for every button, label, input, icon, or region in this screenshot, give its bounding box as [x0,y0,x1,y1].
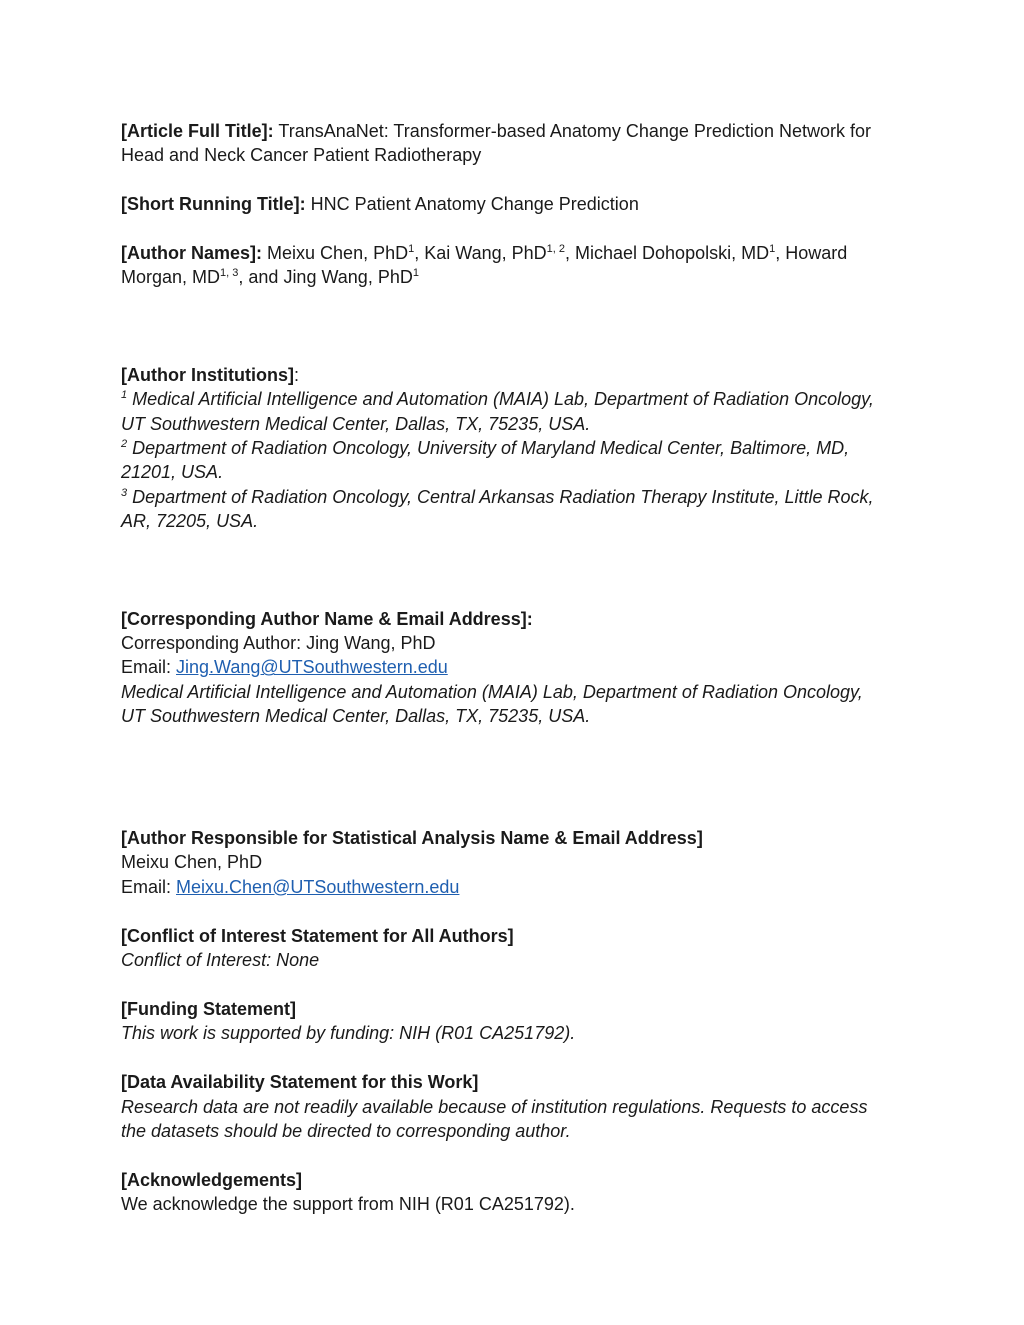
institutions-block [121,363,911,534]
author-names-label: [Author Names]: [121,243,263,263]
article-title-text: TransAnaNet: Transformer-based Anatomy Change Prediction Network for [278,121,871,141]
separator: , Howard [775,243,848,263]
institution-sup: 2 [121,438,128,451]
corresponding-label: [Corresponding Author Name & Email Address]: [121,608,533,629]
acknowledgements-text: We acknowledge the support from NIH (R01 CA251792). [121,1194,575,1215]
running-title-label: [Short Running Title]: [121,194,306,215]
label-colon: : [293,364,299,385]
article-title-block [121,119,911,168]
corresponding-block [121,607,911,729]
article-title-label: [Article Full Title]: [121,121,274,141]
institution-text: Department of Radiation Oncology, University of Maryland Medical Center, Baltimore, MD, [127,438,850,459]
statistics-email-link[interactable]: Meixu.Chen@UTSouthwestern.edu [176,876,460,897]
statistics-label: [Author Responsible for Statistical Analysis Name & Email Address] [121,828,703,849]
corresponding-affiliation: Medical Artificial Intelligence and Automation (MAIA) Lab, Department of Radiation Oncology, [121,681,863,702]
conflict-block [121,924,911,973]
conflict-label: [Conflict of Interest Statement for All Authors] [121,925,514,946]
institution-sup: 1 [121,389,128,402]
statistics-name: Meixu Chen, PhD [121,852,263,873]
institution-sup: 3 [121,486,128,499]
separator: , [414,243,425,263]
data-availability-label: [Data Availability Statement for this Work] [121,1072,479,1093]
author-names-block [121,241,911,290]
statistics-block [121,826,911,899]
author-name: Michael Dohopolski, MD [575,243,770,263]
affiliation-sup: 1, 3 [220,267,239,280]
conflict-text: Conflict of Interest: None [121,950,320,971]
data-availability-text-cont: the datasets should be directed to corresponding author. [121,1120,571,1141]
corresponding-author: Corresponding Author: Jing Wang, PhD [121,633,436,654]
institution-text-cont: 21201, USA. [121,462,224,483]
author-name: Morgan, MD [121,267,221,288]
funding-label: [Funding Statement] [121,998,296,1019]
data-availability-text: Research data are not readily available because of institution regulations. Requests to access [121,1096,868,1117]
funding-block [121,997,911,1046]
data-availability-block [121,1070,911,1143]
affiliation-sup: 1 [408,243,415,255]
affiliation-sup: 1, 2 [546,243,565,255]
running-title-block [121,192,911,216]
acknowledgements-label: [Acknowledgements] [121,1169,303,1190]
separator: , [565,243,576,263]
article-title-text-cont: Head and Neck Cancer Patient Radiotherapy [121,145,482,166]
author-name: Kai Wang, PhD [424,243,547,263]
acknowledgements-block [121,1168,911,1217]
institutions-label: [Author Institutions] [121,364,294,385]
author-name: Jing Wang, PhD [283,267,413,288]
corresponding-email-link[interactable]: Jing.Wang@UTSouthwestern.edu [176,657,448,678]
institution-text: Department of Radiation Oncology, Central Arkansas Radiation Therapy Institute, Little Rock, [127,486,874,507]
author-name: Meixu Chen, PhD [267,243,409,263]
affiliation-sup: 1 [412,267,419,280]
funding-text: This work is supported by funding: NIH (R01 CA251792). [121,1023,576,1044]
institution-text: Medical Artificial Intelligence and Automation (MAIA) Lab, Department of Radiation Oncology, [127,389,874,410]
email-label: Email: [121,876,177,897]
running-title-text: HNC Patient Anatomy Change Prediction [310,194,639,215]
affiliation-sup: 1 [769,243,776,255]
email-label: Email: [121,657,177,678]
document-page [121,119,911,1217]
corresponding-affiliation-cont: UT Southwestern Medical Center, Dallas, TX, 75235, USA. [121,706,591,727]
institution-text-cont: AR, 72205, USA. [121,511,259,532]
institution-text-cont: UT Southwestern Medical Center, Dallas, TX, 75235, USA. [121,413,591,434]
separator: , and [238,267,284,288]
